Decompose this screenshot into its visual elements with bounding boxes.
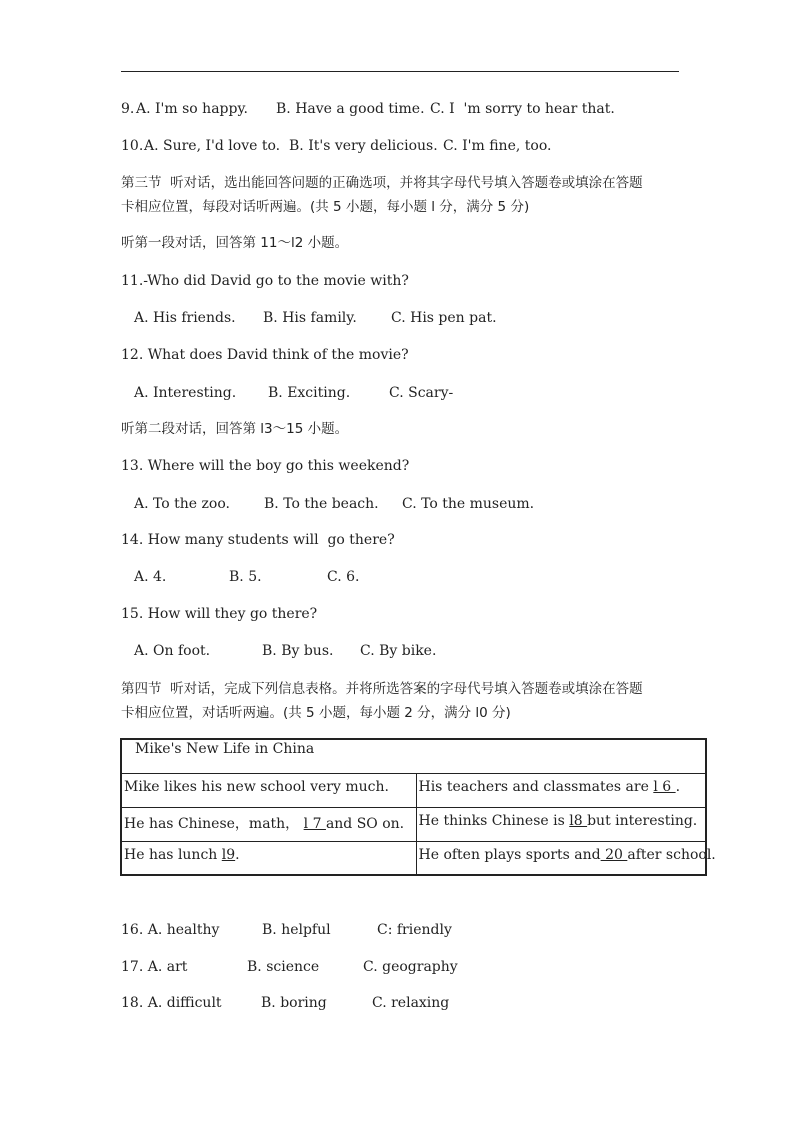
q13-option-a: A. To the zoo. <box>134 496 230 512</box>
q10-number: 10. <box>121 138 144 154</box>
r2c2-post: but interesting. <box>587 812 698 829</box>
r1c2-post: . <box>675 778 681 795</box>
q13-question: 13. Where will the boy go this weekend? <box>121 458 410 474</box>
q10-option-c: C. I'm fine, too. <box>443 138 552 154</box>
q11-question: 11.-Who did David go to the movie with? <box>121 273 409 289</box>
r2c1-post: and SO on. <box>325 815 405 832</box>
q14-question: 14. How many students will go there? <box>121 532 395 548</box>
r2c2-pre: He thinks Chinese is <box>418 812 570 829</box>
r3c1-post: . <box>235 846 240 863</box>
q15-option-a: A. On foot. <box>134 643 211 659</box>
blank-18: l8 <box>569 812 588 829</box>
q15-question: 15. How will they go there? <box>121 606 318 622</box>
q12-option-a: A. Interesting. <box>134 385 237 401</box>
q17-option-a: 17. A. art <box>121 959 188 975</box>
q10-option-b: B. It's very delicious. <box>289 138 438 154</box>
q17-option-c: C. geography <box>363 959 458 975</box>
r1c1-text: Mike likes his new school very much. <box>124 778 389 795</box>
q18-option-c: C. relaxing <box>372 995 450 1011</box>
r3c1-pre: He has lunch <box>124 846 222 863</box>
dialog2-intro: 听第二段对话，回答第 l3～15 小题。 <box>121 421 349 437</box>
q12-option-c: C. Scary- <box>389 385 454 401</box>
q14-option-c: C. 6. <box>327 569 360 585</box>
section4-instructions-line2: 卡相应位置，对话听两遍。(共 5 小题，每小题 2 分，满分 l0 分) <box>121 705 511 721</box>
table-title: Mike's New Life in China <box>121 739 706 773</box>
table-cell-r1c2 <box>416 773 706 807</box>
q16-option-a: 16. A. healthy <box>121 922 220 938</box>
q15-option-c: C. By bike. <box>360 643 437 659</box>
table-cell-r3c2 <box>416 841 716 875</box>
q11-option-a: A. His friends. <box>134 310 236 326</box>
blank-16: l 6 <box>653 778 676 795</box>
r1c2-pre: His teachers and classmates are <box>418 778 654 795</box>
section4-instructions-line1: 第四节 听对话，完成下列信息表格。并将所选答案的字母代号填入答题卷或填涂在答题 <box>121 681 643 697</box>
r3c2-post: after school. <box>627 846 716 863</box>
section3-instructions-line2: 卡相应位置，每段对话听两遍。(共 5 小题，每小题 l 分，满分 5 分) <box>121 199 530 215</box>
blank-17: l 7 <box>303 815 326 832</box>
q9-option-c: C. I 'm sorry to hear that. <box>430 101 615 117</box>
table-cell-r1c1 <box>121 773 416 807</box>
q12-option-b: B. Exciting. <box>268 385 351 401</box>
dialog1-intro: 听第一段对话，回答第 11～l2 小题。 <box>121 235 349 251</box>
q9-option-a: A. I'm so happy. <box>136 101 248 117</box>
q13-option-c: C. To the museum. <box>402 496 535 512</box>
blank-19: l9 <box>221 846 236 863</box>
q14-option-b: B. 5. <box>229 569 262 585</box>
r2c1-pre: He has Chinese，math， <box>124 815 304 832</box>
q11-option-c: C. His pen pat. <box>391 310 497 326</box>
q16-option-b: B. helpful <box>262 922 331 938</box>
table-cell-r2c2 <box>416 807 706 841</box>
q18-option-b: B. boring <box>261 995 327 1011</box>
q12-question: 12. What does David think of the movie? <box>121 347 409 363</box>
q11-option-b: B. His family. <box>263 310 357 326</box>
section3-instructions-line1: 第三节 听对话，选出能回答问题的正确选项，并将其字母代号填入答题卷或填涂在答题 <box>121 175 643 191</box>
blank-20: 20 <box>600 846 628 863</box>
q9-number: 9. <box>121 101 135 117</box>
q9-option-b: B. Have a good time. <box>276 101 425 117</box>
q10-option-a: A. Sure, I'd love to. <box>144 138 281 154</box>
q16-option-c: C: friendly <box>377 922 452 938</box>
table-cell-r3c1 <box>121 841 416 875</box>
q17-option-b: B. science <box>247 959 320 975</box>
q13-option-b: B. To the beach. <box>264 496 379 512</box>
info-table <box>120 738 716 876</box>
q15-option-b: B. By bus. <box>262 643 334 659</box>
table-cell-r2c1 <box>121 807 416 841</box>
q14-option-a: A. 4. <box>134 569 167 585</box>
top-rule <box>121 71 679 72</box>
r3c2-pre: He often plays sports and <box>418 846 601 863</box>
q18-option-a: 18. A. difficult <box>121 995 222 1011</box>
